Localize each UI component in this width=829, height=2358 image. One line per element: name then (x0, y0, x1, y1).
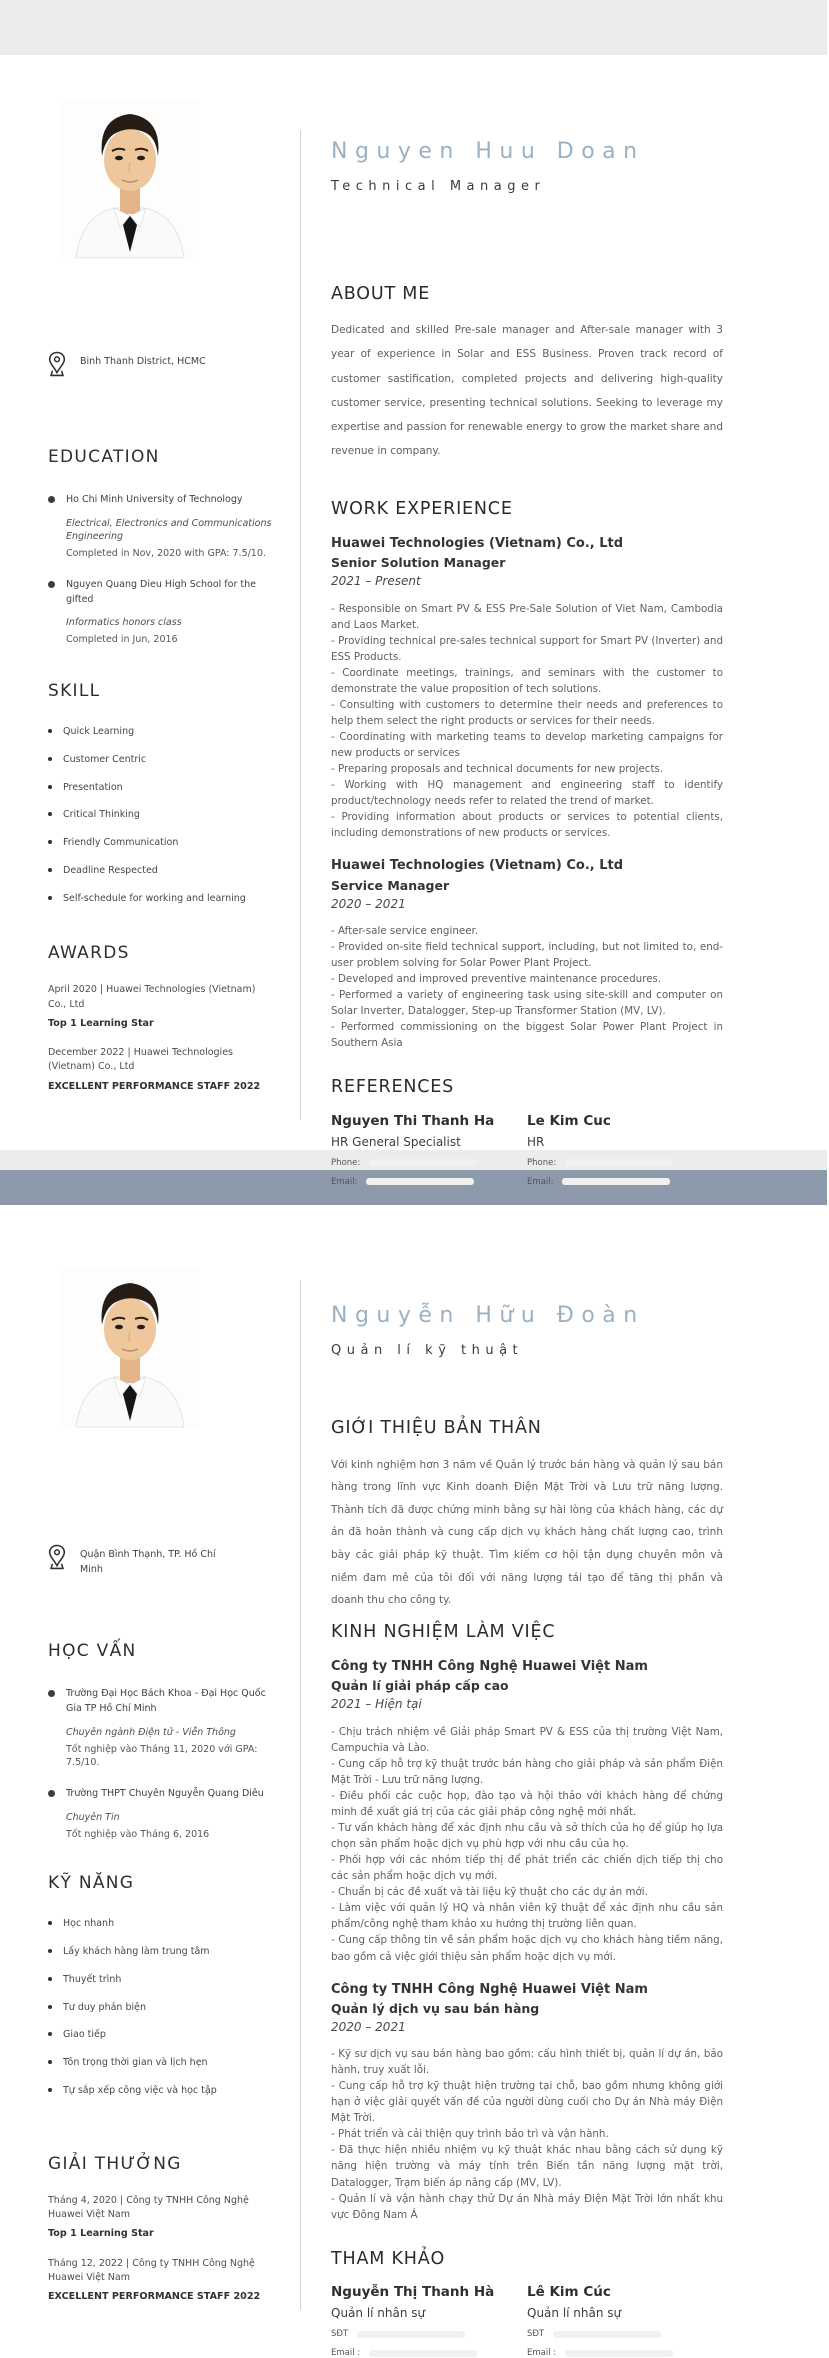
job-company: Huawei Technologies (Vietnam) Co., Ltd (331, 536, 624, 552)
person-job-title: Quản lí kỹ thuật (331, 1342, 524, 1358)
skill-label: Quick Learning (63, 725, 135, 737)
bullet-dot (48, 2060, 52, 2064)
reference-phone-row (527, 2329, 723, 2339)
reference-email-row (331, 1177, 527, 1187)
skill-item (48, 1917, 276, 1931)
skill-item (48, 753, 276, 767)
job-bullet: - Cung cấp hỗ trợ kỹ thuật trước bán hàng cho giải pháp và sản phẩm Điện Mặt Trời - Lưu trữ năng lượng. (331, 1757, 723, 1786)
profile-photo-image (60, 1269, 200, 1427)
job-bullet: - After-sale service engineer. (331, 924, 479, 937)
work-experience-heading: WORK EXPERIENCE (331, 499, 513, 520)
award-title: Top 1 Learning Star (48, 1017, 154, 1029)
job-entry (331, 1980, 723, 2223)
major: Chuyên Tin (66, 1811, 120, 1823)
bullet-dot (48, 496, 55, 503)
graduation-note: Tốt nghiệp vào Tháng 11, 2020 với GPA: 7.5/10. (66, 1743, 258, 1769)
award-date-org: December 2022 | Huawei Technologies (Vietnam) Co., Ltd (48, 1047, 233, 1073)
bullet-dot (48, 1790, 55, 1797)
redacted-phone-value (357, 2331, 465, 2338)
job-entry (331, 534, 723, 841)
job-period: 2020 – 2021 (331, 2019, 406, 2034)
education-item (48, 1787, 276, 1841)
skill-label: Presentation (63, 781, 123, 793)
job-bullet: - Provided on-site field technical support, including, but not limited to, end-user problem solving for Solar Power Plant Project. (331, 941, 723, 970)
reference-card (331, 1112, 527, 1187)
school-name: Trường Đại Học Bách Khoa - Đại Học Quốc Gia TP Hồ Chí Minh (66, 1688, 266, 1715)
job-bullet: - Performed a variety of engineering task using site-skill and computer on Solar Inverter, Datalogger, Step-up Transformer Station (MV, LV). (331, 989, 723, 1018)
bullet-dot (48, 868, 52, 872)
job-bullet: - Đã thực hiện nhiều nhiệm vụ kỹ thuật khác nhau bằng cách sử dụng kỹ năng hiện trường và máy tính trên Biến tần năng lượng mặt trời, Datalogger, Trạm biến áp nâng cấp (MV, LV). (331, 2144, 723, 2189)
skill-heading: SKILL (48, 680, 101, 701)
education-list (48, 493, 276, 647)
person-job-title: Technical Manager (331, 178, 546, 194)
skill-label: Lấy khách hàng làm trung tâm (63, 1946, 210, 1958)
bullet-dot (48, 581, 55, 588)
job-bullet: - Consulting with customers to determine their needs and preferences to help them select the right products or services for their needs. (331, 698, 723, 727)
job-period: 2021 – Hiện tại (331, 1697, 422, 1712)
location-row (46, 350, 276, 377)
education-item (48, 1687, 276, 1770)
graduation-note: Tốt nghiệp vào Tháng 6, 2016 (66, 1828, 210, 1840)
job-bullet: - Responsible on Smart PV & ESS Pre-Sale Solution of Viet Nam, Cambodia and Laos Market. (331, 602, 723, 631)
education-item (48, 493, 276, 561)
person-name: Nguyễn Hữu Đoàn (331, 1303, 645, 1328)
reference-role: Quản lí nhân sự (331, 2306, 426, 2321)
references-list (331, 1112, 723, 1187)
bullet-dot (48, 2088, 52, 2092)
award-date-org: Tháng 12, 2022 | Công ty TNHH Công Nghệ Huawei Việt Nam (48, 2257, 255, 2283)
award-date-org: Tháng 4, 2020 | Công ty TNHH Công Nghệ Huawei Việt Nam (48, 2194, 249, 2221)
skill-label: Friendly Communication (63, 837, 179, 849)
main-column-english (301, 55, 829, 1187)
education-heading: EDUCATION (48, 447, 160, 467)
award-item (48, 2257, 276, 2305)
phone-label: SĐT (527, 2329, 545, 2340)
reference-role: HR General Specialist (331, 1134, 461, 1149)
job-bullet: - Cung cấp hỗ trợ kỹ thuật hiện trường tại chỗ, bao gồm nhưng không giới hạn ở việc giải quyết vấn đề của người dùng cuối cho Dự án Nhà máy Điện Mặt Trời. (331, 2080, 723, 2125)
awards-list (48, 2194, 276, 2305)
job-role: Senior Solution Manager (331, 555, 506, 571)
bullet-dot (48, 729, 52, 733)
redacted-email-value (366, 1178, 474, 1185)
profile-photo-image (60, 100, 200, 258)
references-heading: REFERENCES (331, 1077, 455, 1098)
job-bullet: - Providing technical pre-sales technical support for Smart PV (Inverter) and ESS Products. (331, 634, 723, 663)
job-bullet: - Performed commissioning on the biggest Solar Power Plant Project in Southern Asia (331, 1021, 723, 1050)
job-entry (331, 856, 723, 1051)
reference-phone-row (331, 1158, 527, 1168)
job-bullet: - Providing information about products or services to potential clients, including demonstrations of new products or services. (331, 811, 723, 840)
reference-role: Quản lí nhân sự (527, 2306, 622, 2321)
skill-item (48, 2001, 276, 2015)
job-bullet: - Tư vấn khách hàng để xác định nhu cầu và sở thích của họ để giúp họ lựa chọn sản phẩm hoặc dịch vụ phù hợp với nhu cầu của họ. (331, 1822, 723, 1851)
profile-photo (60, 1269, 200, 1427)
skill-item (48, 2084, 276, 2098)
bullet-dot (48, 1690, 55, 1697)
job-bullet: - Chịu trách nhiệm về Giải pháp Smart PV & ESS của thị trường Việt Nam, Campuchia và Lào. (331, 1725, 723, 1754)
award-item (48, 983, 276, 1031)
reference-name: Nguyen Thi Thanh Ha (331, 1112, 495, 1129)
education-heading: HỌC VẤN (48, 1641, 137, 1662)
sidebar-vietnamese (0, 1205, 300, 2340)
job-company: Huawei Technologies (Vietnam) Co., Ltd (331, 858, 624, 874)
email-label: Email: (527, 1176, 554, 1187)
reference-name: Le Kim Cuc (527, 1112, 611, 1129)
about-text: Dedicated and skilled Pre-sale manager and After-sale manager with 3 year of experience in Solar and ESS Business. Proven track record of customer sastification, completed projects and delivering high-quality customer service, presenting technical solutions. Seeking to leverage my expertise and passion for renewable energy to grow the market share and revenue in company. (331, 324, 723, 457)
job-bullets (331, 2046, 723, 2223)
graduation-note: Completed in Nov, 2020 with GPA: 7.5/10. (66, 548, 266, 560)
work-experience-heading: KINH NGHIỆM LÀM VIỆC (331, 1622, 556, 1643)
reference-phone-row (331, 2329, 527, 2339)
job-bullets (331, 601, 723, 842)
job-bullets (331, 923, 723, 1052)
job-bullet: - Phát triển và cải thiện quy trình bảo trì và vận hành. (331, 2128, 609, 2141)
job-bullet: - Làm việc với quản lý HQ và nhân viên kỹ thuật để xác định nhu cầu sản phẩm/công nghệ tham khảo xu hướng thị trường liên quan. (331, 1902, 723, 1931)
skill-label: Tự sắp xếp công việc và học tập (63, 2085, 217, 2097)
school-name: Ho Chi Minh University of Technology (66, 494, 243, 505)
skill-item (48, 808, 276, 822)
location-text: Binh Thanh District, HCMC (80, 356, 206, 367)
award-title: EXCELLENT PERFORMANCE STAFF 2022 (48, 2291, 261, 2303)
person-name: Nguyen Huu Doan (331, 139, 645, 164)
job-bullet: - Coordinating with marketing teams to develop marketing campaigns for new products or services (331, 731, 723, 760)
email-label: Email: (331, 1176, 358, 1187)
bullet-dot (48, 896, 52, 900)
skill-list (48, 725, 276, 905)
award-date-org: April 2020 | Huawei Technologies (Vietnam) Co., Ltd (48, 984, 256, 1010)
redacted-phone-value (369, 1159, 477, 1166)
bullet-dot (48, 1949, 52, 1953)
major: Chuyên ngành Điện tử - Viễn Thông (66, 1726, 236, 1738)
skill-item (48, 781, 276, 795)
map-pin-icon (46, 1543, 68, 1570)
skill-label: Giao tiếp (63, 2029, 106, 2041)
skill-label: Deadline Respected (63, 864, 158, 876)
job-bullet: - Chuẩn bị các đề xuất và tài liệu kỹ thuật cho các dự án mới. (331, 1886, 648, 1899)
main-column-vietnamese (301, 1205, 829, 2358)
award-item (48, 2194, 276, 2242)
skill-label: Thuyết trình (63, 1973, 122, 1985)
redacted-phone-value (553, 2331, 661, 2338)
skill-item (48, 2028, 276, 2042)
job-bullet: - Developed and improved preventive maintenance procedures. (331, 973, 662, 986)
awards-list (48, 983, 276, 1094)
bullet-dot (48, 812, 52, 816)
skill-label: Học nhanh (63, 1918, 115, 1930)
bullet-dot (48, 1921, 52, 1925)
skill-label: Tôn trọng thời gian và lịch hẹn (63, 2057, 208, 2069)
reference-role: HR (527, 1134, 545, 1149)
skill-item (48, 725, 276, 739)
job-bullet: - Working with HQ management and engineering staff to identify product/technology needs refer to related the trend of market. (331, 779, 723, 808)
job-bullet: - Cung cấp thông tin về sản phẩm hoặc dịch vụ cho khách hàng tiềm năng, bao gồm cả việc giới thiệu sản phẩm hoặc dịch vụ mới. (331, 1934, 723, 1963)
skill-list (48, 1917, 276, 2097)
job-company: Công ty TNHH Công Nghệ Huawei Việt Nam (331, 1659, 648, 1675)
bullet-dot (48, 840, 52, 844)
school-name: Trường THPT Chuyên Nguyễn Quang Diêu (66, 1788, 264, 1800)
references-heading: THAM KHẢO (331, 2248, 446, 2269)
job-bullet: - Quản lí và vận hành chạy thử Dự án Nhà máy Điện Mặt Trời lớn nhất khu vực Đông Nam Á (331, 2192, 723, 2221)
location-text: Quận Bình Thạnh, TP. Hồ Chí Minh (80, 1549, 216, 1575)
job-entry (331, 1657, 723, 1964)
location-row (46, 1543, 276, 1577)
skill-label: Tư duy phản biện (63, 2001, 146, 2013)
job-period: 2021 – Present (331, 574, 421, 589)
resume-page-vietnamese (0, 1205, 827, 2358)
reference-phone-row (527, 1158, 723, 1168)
phone-label: SĐT (331, 2329, 349, 2340)
skill-item (48, 892, 276, 906)
education-item (48, 578, 276, 647)
email-label: Email : (331, 2348, 361, 2358)
major: Informatics honors class (66, 617, 182, 629)
bullet-dot (48, 2005, 52, 2009)
about-text: Với kinh nghiệm hơn 3 năm về Quản lý trước bán hàng và quản lý sau bán hàng trong lĩnh vực Kinh doanh Điện Mặt Trời và Lưu trữ năng lượng. Thành tích đã được chứng minh bằng sự hài lòng của khách hàng, các dự án đã hoàn thành và cung cấp dịch vụ khách hàng chất lượng cao, trình bày các giải pháp kỹ thuật. Tìm kiếm cơ hội tận dụng chuyên môn và niềm đam mê của tôi đối với năng lượng tái tạo để tăng thị phần và doanh thu cho công ty. (331, 1458, 723, 1607)
awards-heading: AWARDS (48, 943, 130, 964)
reference-email-row (331, 2348, 527, 2358)
sidebar-english (0, 55, 300, 1150)
reference-name: Nguyễn Thị Thanh Hà (331, 2284, 495, 2301)
major: Electrical, Electronics and Communications Engineering (66, 517, 272, 543)
job-role: Quản lí giải pháp cấp cao (331, 1678, 509, 1694)
award-item (48, 1046, 276, 1094)
job-bullet: - Preparing proposals and technical documents for new projects. (331, 763, 664, 776)
skill-heading: KỸ NĂNG (48, 1873, 135, 1894)
about-heading: GIỚI THIỆU BẢN THÂN (331, 1417, 542, 1438)
skill-item (48, 1945, 276, 1959)
references-list (331, 2283, 723, 2358)
phone-label: Phone: (527, 1157, 557, 1168)
job-role: Quản lý dịch vụ sau bán hàng (331, 2000, 540, 2016)
job-bullets (331, 1724, 723, 1965)
redacted-email-value (562, 1178, 670, 1185)
email-label: Email : (527, 2348, 557, 2358)
reference-card (527, 2283, 723, 2358)
award-title: EXCELLENT PERFORMANCE STAFF 2022 (48, 1080, 261, 1092)
education-list (48, 1687, 276, 1841)
job-company: Công ty TNHH Công Nghệ Huawei Việt Nam (331, 1981, 648, 1997)
profile-photo (60, 100, 200, 258)
bullet-dot (48, 1977, 52, 1981)
job-period: 2020 – 2021 (331, 896, 406, 911)
bullet-dot (48, 785, 52, 789)
job-bullet: - Phối hợp với các nhóm tiếp thị để phát triển các chiến dịch tiếp thị cho các sản phẩm hoặc dịch vụ mới. (331, 1854, 723, 1883)
award-title: Top 1 Learning Star (48, 2228, 154, 2240)
skill-item (48, 864, 276, 878)
resume-page-english (0, 55, 827, 1187)
skill-item (48, 2056, 276, 2070)
redacted-phone-value (565, 1159, 673, 1166)
about-heading: ABOUT ME (331, 283, 431, 304)
graduation-note: Completed in Jun, 2016 (66, 634, 178, 646)
reference-email-row (527, 2348, 723, 2358)
school-name: Nguyen Quang Dieu High School for the gifted (66, 579, 256, 605)
skill-item (48, 836, 276, 850)
job-bullet: - Điều phối các cuộc họp, đào tạo và hội thảo với khách hàng để chứng minh đề xuất giá trị của các giải pháp công nghệ mới nhất. (331, 1789, 723, 1818)
phone-label: Phone: (331, 1157, 361, 1168)
reference-card (331, 2283, 527, 2358)
job-bullet: - Coordinate meetings, trainings, and seminars with the customer to demonstrate the value proposition of tech solutions. (331, 666, 723, 695)
job-bullet: - Kỹ sư dịch vụ sau bán hàng bao gồm: cấu hình thiết bị, quản lí dự án, bảo hành, truy xuất lỗi. (331, 2048, 723, 2077)
reference-email-row (527, 1177, 723, 1187)
top-background-strip (0, 0, 827, 55)
bullet-dot (48, 2032, 52, 2036)
bullet-dot (48, 757, 52, 761)
redacted-email-value (369, 2350, 477, 2357)
awards-heading: GIẢI THƯỞNG (48, 2153, 182, 2174)
skill-label: Customer Centric (63, 753, 147, 765)
reference-card (527, 1112, 723, 1187)
redacted-email-value (565, 2350, 673, 2357)
map-pin-icon (46, 350, 68, 377)
skill-label: Critical Thinking (63, 809, 140, 821)
reference-name: Lê Kim Cúc (527, 2284, 611, 2301)
skill-item (48, 1973, 276, 1987)
job-role: Service Manager (331, 877, 450, 893)
skill-label: Self-schedule for working and learning (63, 892, 246, 904)
